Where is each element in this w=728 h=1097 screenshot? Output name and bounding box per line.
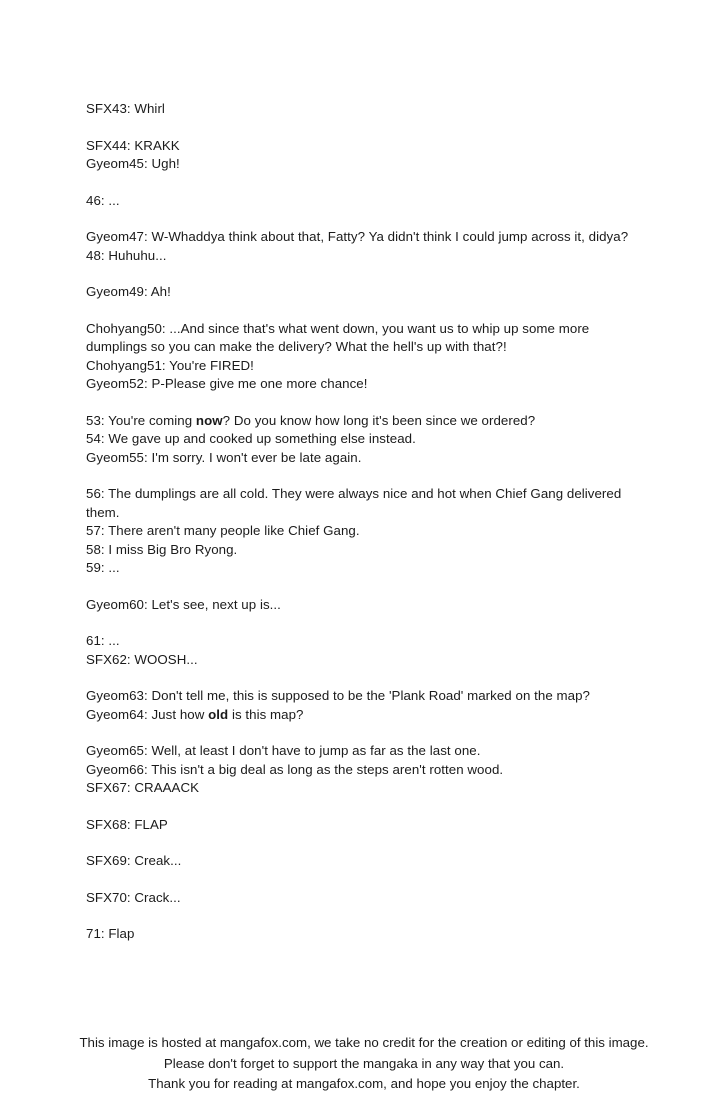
script-paragraph	[86, 889, 646, 908]
script-paragraph	[86, 596, 646, 615]
script-paragraph	[86, 816, 646, 835]
script-line: Gyeom65: Well, at least I don't have to jump as far as the last one.	[86, 743, 481, 758]
disclaimer-line: Please don't forget to support the mangaka in any way that you can.	[163, 1055, 565, 1071]
script-paragraph	[86, 412, 646, 468]
script-line: 61: ...	[86, 633, 120, 648]
script-line: Gyeom64: Just how old is this map?	[86, 706, 304, 722]
script-line: SFX43: Whirl	[86, 101, 165, 116]
script-line: SFX44: KRAKK	[86, 137, 180, 153]
script-line: Gyeom60: Let's see, next up is...	[86, 596, 281, 612]
script-paragraph	[86, 137, 646, 174]
script-paragraph	[86, 925, 646, 944]
script-line: SFX70: Crack...	[86, 889, 181, 905]
script-line: Chohyang50: ...And since that's what went down, you want us to whip up some more dumplings so you can make the delivery? What the hell's up with that?!	[86, 320, 590, 354]
script-line: SFX67: CRAAACK	[86, 780, 200, 795]
script-line: 59: ...	[86, 560, 120, 575]
script-line: Gyeom49: Ah!	[86, 284, 171, 299]
script-line: Chohyang51: You're FIRED!	[86, 357, 254, 373]
script-paragraph	[86, 320, 646, 394]
script-paragraph	[86, 742, 646, 798]
script-line: Gyeom52: P-Please give me one more chance!	[86, 376, 368, 391]
hosting-disclaimer	[0, 1033, 728, 1095]
script-line: 48: Huhuhu...	[86, 247, 167, 263]
script-transcript	[86, 100, 646, 944]
script-line: SFX68: FLAP	[86, 816, 168, 832]
script-line: 54: We gave up and cooked up something else instead.	[86, 431, 416, 446]
script-line: 46: ...	[86, 192, 120, 208]
script-line: 53: You're coming now? Do you know how long it's been since we ordered?	[86, 412, 536, 428]
script-line: Gyeom66: This isn't a big deal as long as the steps aren't rotten wood.	[86, 761, 504, 777]
script-paragraph	[86, 100, 646, 119]
script-paragraph	[86, 632, 646, 669]
script-line: Gyeom47: W-Whaddya think about that, Fatty? Ya didn't think I could jump across it, didya?	[86, 229, 629, 244]
script-paragraph	[86, 283, 646, 302]
script-line: 71: Flap	[86, 926, 135, 941]
script-line: 58: I miss Big Bro Ryong.	[86, 541, 238, 557]
script-line: Gyeom45: Ugh!	[86, 156, 180, 171]
script-line: SFX62: WOOSH...	[86, 651, 198, 667]
disclaimer-line: This image is hosted at mangafox.com, we take no credit for the creation or editing of this image.	[79, 1035, 649, 1050]
script-line: SFX69: Creak...	[86, 853, 182, 868]
script-line: 56: The dumplings are all cold. They were always nice and hot when Chief Gang delivered them.	[86, 486, 622, 520]
disclaimer-line: Thank you for reading at mangafox.com, and hope you enjoy the chapter.	[148, 1076, 580, 1091]
script-paragraph	[86, 687, 646, 724]
script-line: Gyeom63: Don't tell me, this is supposed to be the 'Plank Road' marked on the map?	[86, 688, 590, 703]
script-paragraph	[86, 485, 646, 578]
script-paragraph	[86, 852, 646, 871]
script-line: Gyeom55: I'm sorry. I won't ever be late again.	[86, 449, 362, 465]
script-paragraph	[86, 192, 646, 211]
script-line: 57: There aren't many people like Chief Gang.	[86, 523, 360, 538]
script-paragraph	[86, 228, 646, 265]
